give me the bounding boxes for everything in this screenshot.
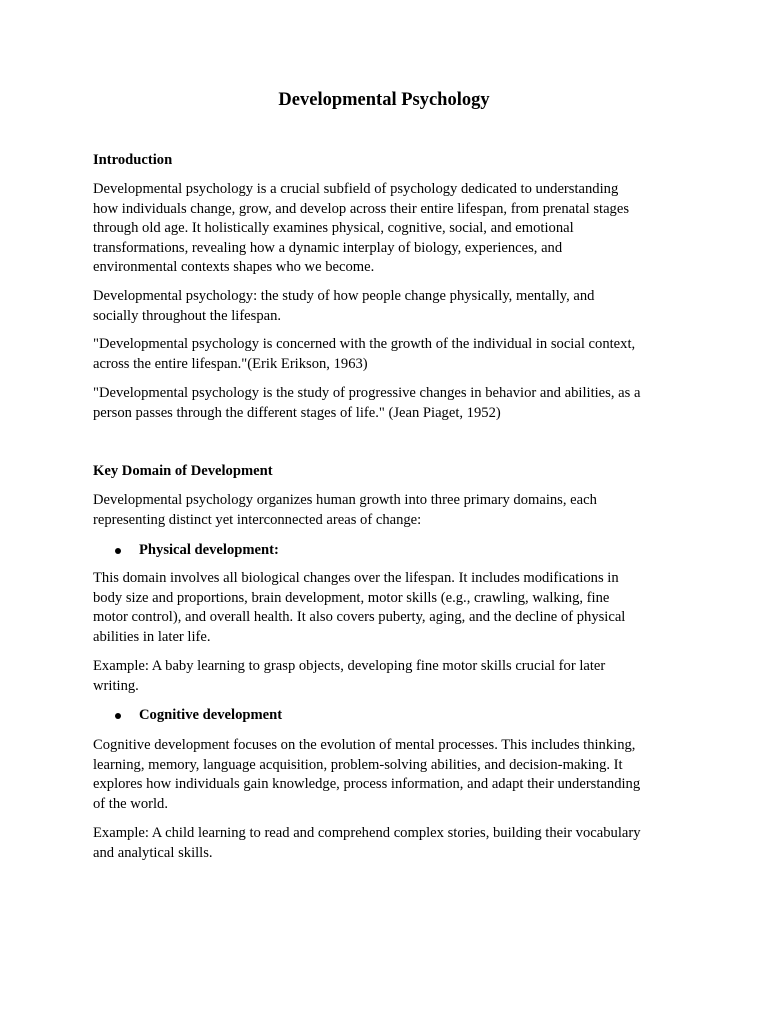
text-line: how individuals change, grow, and develop across their entire lifespan, from prenatal stages: [93, 200, 630, 217]
text-line: "Developmental psychology is concerned with the growth of the individual in social context,: [93, 336, 636, 352]
text-line: and analytical skills.: [93, 844, 213, 861]
physical-development-example: [93, 657, 605, 696]
text-line: environmental contexts shapes who we become.: [93, 259, 375, 276]
text-line: writing.: [93, 677, 139, 694]
piaget-quote: [93, 384, 640, 423]
introduction-paragraph-1: [93, 180, 629, 278]
erikson-quote: [93, 335, 635, 374]
cognitive-development-label: Cognitive development: [139, 707, 283, 723]
text-line: through old age. It holistically examines physical, cognitive, social, and emotional: [93, 220, 574, 237]
bullet-icon: [115, 713, 121, 719]
text-line: motor control), and overall health. It also covers puberty, aging, and the decline of physical: [93, 609, 626, 626]
text-line: Cognitive development focuses on the evolution of mental processes. This includes thinking,: [93, 737, 636, 753]
text-line: body size and proportions, brain development, motor skills (e.g., crawling, walking, fine: [93, 589, 610, 606]
text-line: across the entire lifespan."(Erik Erikson, 1963): [93, 355, 368, 372]
text-line: learning, memory, language acquisition, problem-solving abilities, and decision-making. It: [93, 756, 623, 773]
text-line: transformations, revealing how a dynamic interplay of biology, experiences, and: [93, 239, 563, 256]
text-line: representing distinct yet interconnected areas of change:: [93, 511, 422, 528]
physical-development-body: [93, 569, 625, 647]
introduction-definition: [93, 287, 594, 326]
text-line: Developmental psychology: the study of how people change physically, mentally, and: [93, 288, 595, 304]
bullet-icon: [115, 548, 121, 554]
cognitive-development-example: [93, 824, 641, 863]
text-line: person passes through the different stages of life." (Jean Piaget, 1952): [93, 404, 501, 421]
text-line: Example: A baby learning to grasp objects, developing fine motor skills crucial for later: [93, 658, 606, 674]
physical-development-label: Physical development:: [139, 542, 279, 558]
introduction-heading: Introduction: [93, 152, 173, 168]
document-title: Developmental Psychology: [278, 90, 490, 110]
text-line: abilities in later life.: [93, 628, 211, 645]
key-domain-heading: Key Domain of Development: [93, 463, 273, 479]
text-line: Developmental psychology is a crucial subfield of psychology dedicated to understanding: [93, 181, 619, 197]
text-line: explores how individuals gain knowledge, process information, and adapt their understanding: [93, 776, 641, 793]
text-line: "Developmental psychology is the study of progressive changes in behavior and abilities, as a: [93, 385, 641, 401]
text-line: Example: A child learning to read and comprehend complex stories, building their vocabulary: [93, 825, 641, 841]
domains-intro: [93, 491, 597, 530]
cognitive-development-body: [93, 736, 640, 814]
text-line: of the world.: [93, 795, 168, 812]
text-line: socially throughout the lifespan.: [93, 307, 282, 324]
text-line: Developmental psychology organizes human growth into three primary domains, each: [93, 492, 597, 508]
text-line: This domain involves all biological changes over the lifespan. It includes modifications in: [93, 570, 619, 586]
